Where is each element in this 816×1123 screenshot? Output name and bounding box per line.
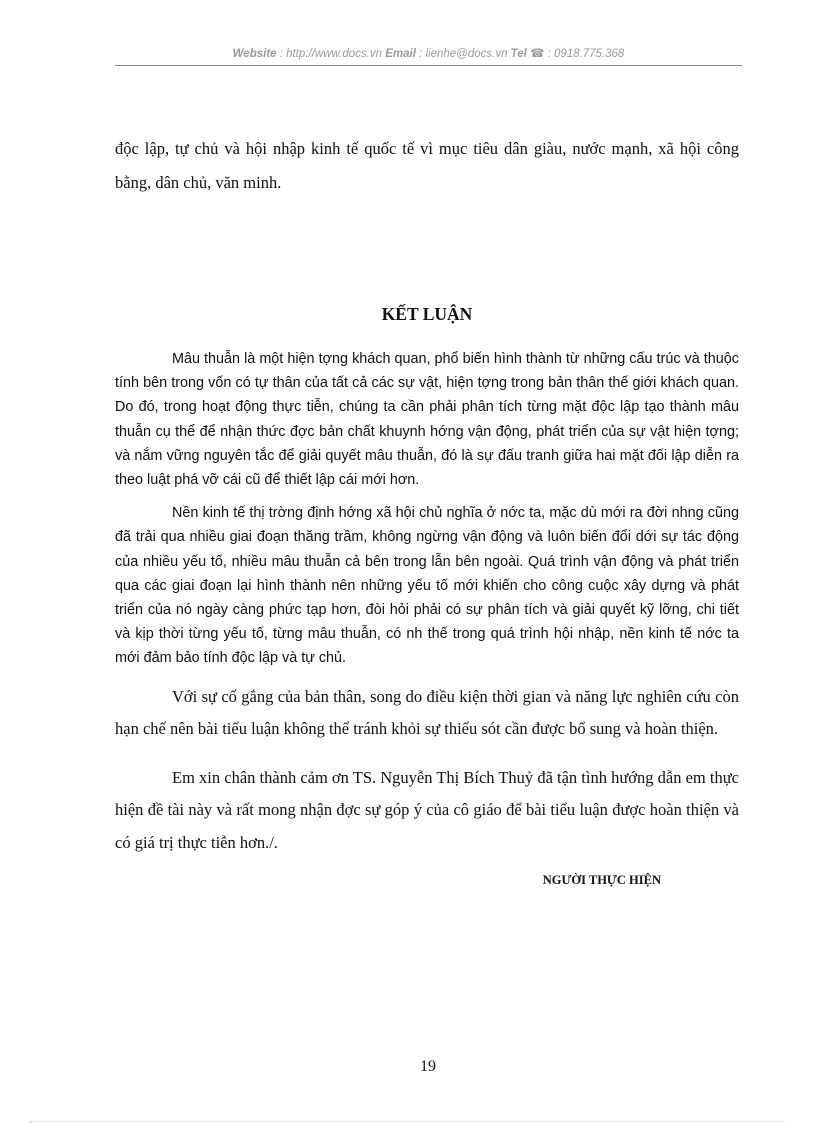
paragraph-contradiction: Mâu thuẫn là một hiện tợng khách quan, phổ biến hình thành từ những cấu trúc và thuộc tính bên trong vốn có tự thân của tất cả các sự vật, hiện tợng trong bản thân thế giới khách quan. Do đó, trong hoạt động thực tiễn, chúng ta cần phải phân tích từng mặt độc lập tạo thành mâu thuẫn cụ thể để nhận thức đợc bản chất khuynh hớng vận động, phát triển của sự vật hiện tợng; và nắm vững nguyên tắc để giải quyết mâu thuẫn, đó là sự đấu tranh giữa hai mặt đối lập diễn ra theo luật phá vỡ cái cũ để thiết lập cái mới hơn. [115,351,739,489]
header-divider [115,65,742,66]
website-value: : http://www.docs.vn [276,48,386,60]
email-value: : lienhe@docs.vn [415,48,511,60]
bottom-dotted-border [30,1121,786,1122]
email-label: Email [385,48,416,60]
lead-paragraph: độc lập, tự chủ và hội nhập kinh tế quốc tế vì mục tiêu dân giàu, nước mạnh, xã hội công bằng, dân chủ, văn minh. [115,139,739,192]
paragraph-market-economy: Nền kinh tế thị trờng định hớng xã hội chủ nghĩa ở nớc ta, mặc dù mới ra đời nhng cũng đã trải qua nhiều giai đoạn thăng trầm, không ngừng vận động và luôn biến đổi dới sự tác động của nhiều yếu tố, nhiều mâu thuẫn cả bên trong lẫn bên ngoài. Quá trình vận động và phát triển qua các giai đoạn lại hình thành nên những yếu tố mới khiến cho công cuộc xây dựng và phát triển của nó ngày càng phức tạp hơn, đòi hỏi phải có sự phân tích và giải quyết kỹ lỡng, chi tiết và kịp thời từng yếu tố, từng mâu thuẫn, có nh thế trong quá trình hội nhập, nền kinh tế nớc ta mới đảm bảo tính độc lập và tự chủ. [115,505,739,667]
tel-value: ☎ : 0918.775.368 [526,48,625,60]
page-header [115,46,742,60]
section-title: KẾT LUẬN [381,304,473,324]
page-number: 19 [420,1058,436,1075]
tel-label: Tel [510,48,527,60]
signature: NGƯỜI THỰC HIỆN [542,873,661,888]
paragraph-acknowledgement: Em xin chân thành cảm ơn TS. Nguyễn Thị Bích Thuỷ đã tận tình hướng dẫn em thực hiện đề tài này và rất mong nhận đợc sự góp ý của cô giáo để bài tiểu luận được hoàn thiện và có giá trị thực tiễn hơn./. [115,767,739,852]
website-label: Website [232,48,277,60]
document-body [115,132,739,888]
paragraph-limitations: Với sự cố gắng của bản thân, song do điều kiện thời gian và năng lực nghiên cứu còn hạn chế nên bài tiểu luận không thể tránh khỏi sự thiếu sót cần được bổ sung và hoàn thiện. [115,686,739,739]
